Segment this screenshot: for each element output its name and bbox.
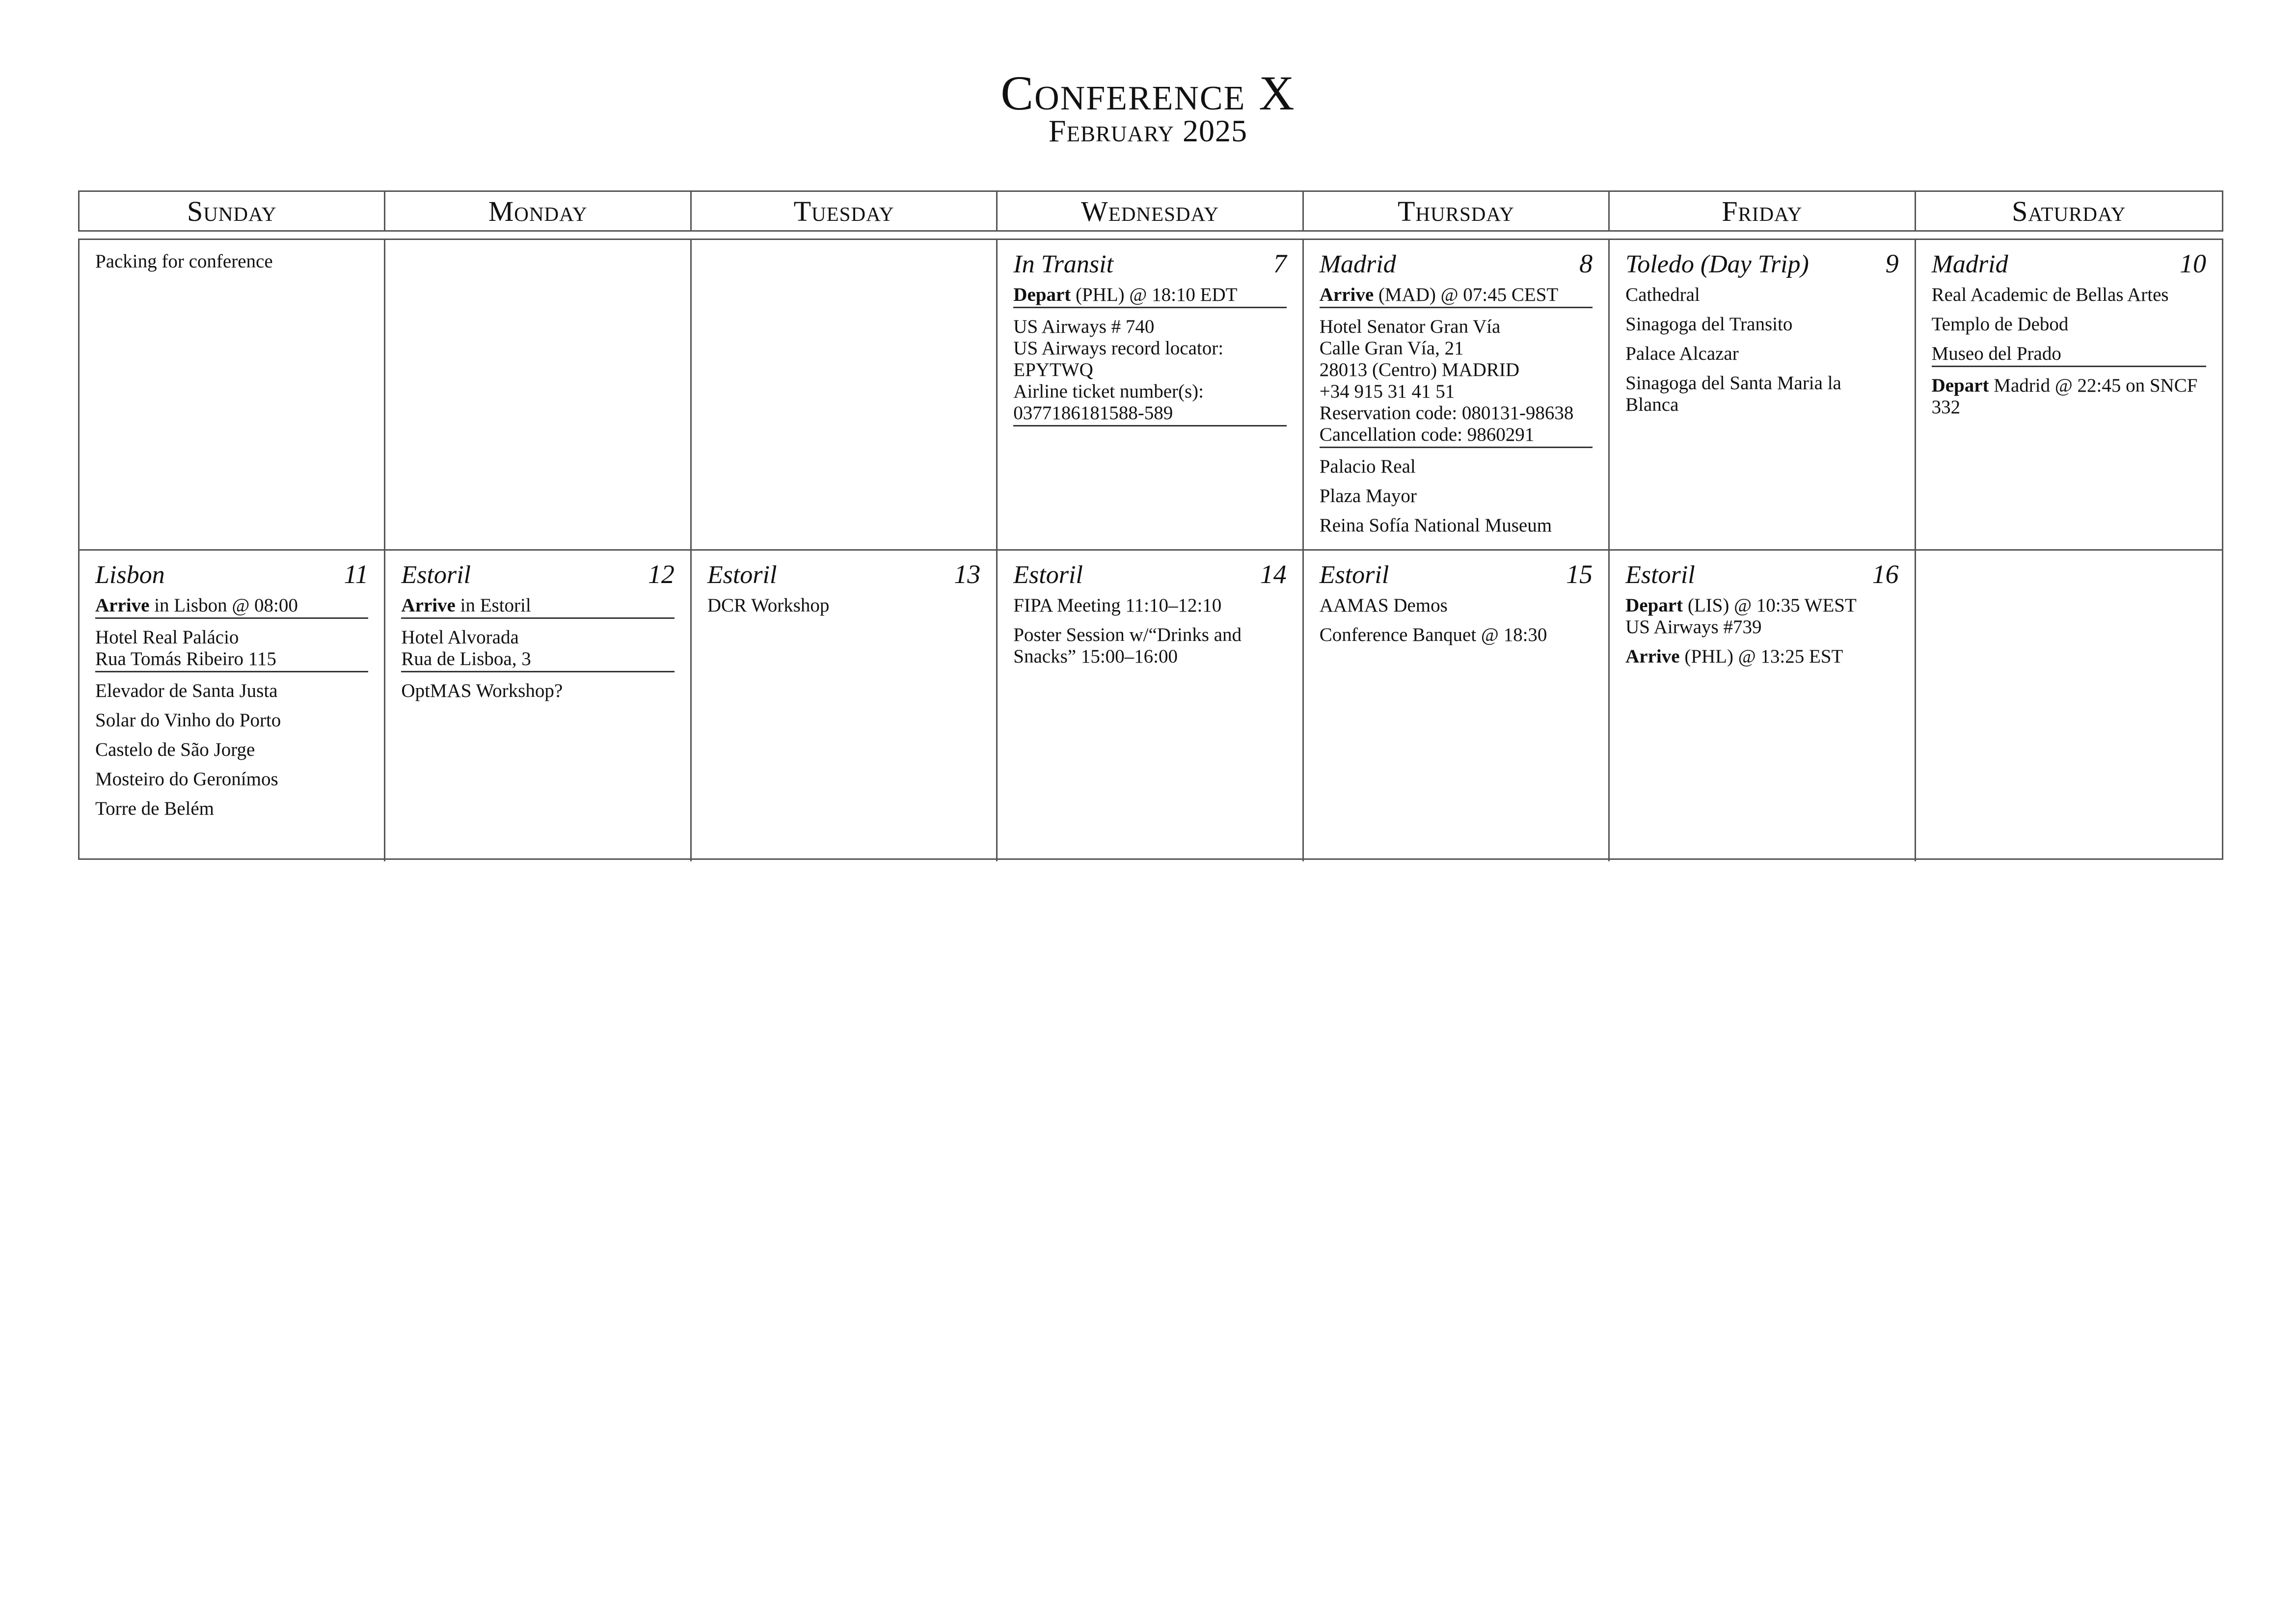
cell-location: Estoril (1013, 561, 1083, 589)
event-entry: Palacio Real (1319, 456, 1416, 477)
day-cell-week2-saturday (1916, 551, 2222, 861)
day-cell-11 (80, 551, 385, 861)
event-label: Arrive (1625, 646, 1680, 667)
day-number: 11 (344, 559, 369, 589)
event-entry: Mosteiro do Geronímos (95, 769, 278, 790)
day-cell-9 (1610, 240, 1916, 551)
cell-location: Estoril (1625, 561, 1695, 589)
event-line: 28013 (Centro) MADRID (1319, 359, 1519, 380)
event-label: Arrive (1319, 284, 1374, 305)
day-cell-15 (1304, 551, 1610, 861)
cell-location: Estoril (1319, 561, 1389, 589)
event-line: 0377186181588-589 (1013, 402, 1173, 424)
event-line: Cancellation code: 9860291 (1319, 424, 1535, 445)
event-entry: Reina Sofía National Museum (1319, 515, 1552, 536)
event-entry (401, 595, 674, 619)
event-entry: Palace Alcazar (1625, 343, 1739, 364)
event-entry: Elevador de Santa Justa (95, 680, 278, 701)
cell-location: Estoril (707, 561, 777, 589)
event-text: (LIS) @ 10:35 WEST (1683, 595, 1857, 616)
calendar-grid (78, 239, 2223, 860)
cell-location: In Transit (1013, 250, 1114, 278)
day-cell-13 (692, 551, 998, 861)
event-entry: Solar do Vinho do Porto (95, 710, 281, 731)
cell-header (1625, 559, 1898, 591)
day-number: 13 (954, 559, 981, 589)
cell-header (1625, 248, 1898, 280)
event-entry: Real Academic de Bellas Artes (1931, 284, 2169, 305)
day-cell-week1-sunday (80, 240, 385, 551)
event-entry: AAMAS Demos (1319, 595, 1448, 616)
event-line: Hotel Alvorada (401, 627, 519, 648)
calendar-month: February 2025 (1048, 113, 1248, 148)
event-line: Rua de Lisboa, 3 (401, 648, 531, 669)
event-entry (95, 627, 368, 672)
event-entry (1320, 284, 1593, 308)
event-entry (1013, 316, 1286, 426)
event-line: +34 915 31 41 51 (1319, 381, 1455, 402)
event-entry (95, 595, 368, 619)
day-cell-14 (998, 551, 1303, 861)
day-number: 16 (1872, 559, 1899, 589)
event-entry (1625, 646, 1898, 667)
event-label: Depart (1013, 284, 1071, 305)
event-entry: Templo de Debod (1931, 314, 2069, 335)
event-text: Madrid @ 22:45 on SNCF 332 (1931, 375, 2198, 418)
weekday-monday: Monday (385, 192, 691, 230)
day-cell-7 (998, 240, 1303, 551)
weekday-thursday: Thursday (1304, 192, 1610, 230)
day-number: 14 (1260, 559, 1287, 589)
event-text: in Estoril (455, 595, 531, 616)
event-entry (1932, 375, 2206, 418)
event-entry: Sinagoga del Santa Maria la Blanca (1625, 372, 1841, 415)
day-cell-12 (385, 551, 691, 861)
event-entry (401, 627, 674, 672)
cell-header (95, 559, 368, 591)
cell-header (707, 559, 980, 591)
cell-location: Estoril (401, 561, 471, 589)
cell-header (401, 559, 674, 591)
event-line: US Airways # 740 (1013, 316, 1155, 337)
event-text: (PHL) @ 13:25 EST (1679, 646, 1843, 667)
event-entry: FIPA Meeting 11:10–12:10 (1013, 595, 1222, 616)
event-entry: Conference Banquet @ 18:30 (1319, 624, 1547, 645)
event-entry (1625, 595, 1898, 638)
cell-header (1013, 559, 1286, 591)
event-entry: Poster Session w/“Drinks and Snacks” 15:00–16:00 (1013, 624, 1242, 667)
event-line: Hotel Real Palácio (95, 627, 239, 648)
event-label: Depart (1931, 375, 1989, 396)
event-line: Rua Tomás Ribeiro 115 (95, 648, 276, 669)
event-label: Depart (1625, 595, 1683, 616)
event-label: Arrive (95, 595, 150, 616)
weekday-header-row (78, 190, 2223, 232)
event-entry: Cathedral (1625, 284, 1700, 305)
day-number: 12 (648, 559, 675, 589)
cell-header (1013, 248, 1286, 280)
cell-header (1932, 248, 2206, 280)
event-entry: Torre de Belém (95, 798, 214, 819)
event-entry: Sinagoga del Transito (1625, 314, 1793, 335)
weekday-saturday: Saturday (2012, 195, 2126, 227)
event-line: US Airways record locator: (1013, 338, 1224, 359)
cell-note: Packing for conference (95, 251, 273, 272)
cell-header (1320, 559, 1593, 591)
event-line: Calle Gran Vía, 21 (1319, 338, 1464, 359)
cell-location: Toledo (Day Trip) (1625, 250, 1809, 278)
event-line: Airline ticket number(s): (1013, 381, 1204, 402)
day-number: 15 (1566, 559, 1593, 589)
weekday-wednesday: Wednesday (998, 192, 1303, 230)
event-entry: Castelo de São Jorge (95, 739, 255, 760)
event-entry: Museo del Prado (1932, 343, 2206, 367)
weekday-tuesday: Tuesday (692, 192, 998, 230)
event-entry (1013, 284, 1286, 308)
cell-header (1320, 248, 1593, 280)
event-entry: OptMAS Workshop? (401, 680, 563, 701)
event-text: (PHL) @ 18:10 EDT (1071, 284, 1238, 305)
event-line: EPYTWQ (1013, 359, 1093, 380)
event-label: Arrive (401, 595, 456, 616)
cell-location: Madrid (1319, 250, 1396, 278)
event-entry: Plaza Mayor (1319, 485, 1417, 506)
event-line: US Airways #739 (1625, 616, 1762, 638)
event-text: (MAD) @ 07:45 CEST (1374, 284, 1559, 305)
day-number: 10 (2180, 249, 2206, 278)
day-cell-8 (1304, 240, 1610, 551)
day-number: 9 (1885, 249, 1899, 278)
cell-location: Lisbon (95, 561, 165, 589)
calendar-title: Conference X (1000, 66, 1296, 120)
weekday-friday: Friday (1610, 192, 1916, 230)
weekday-sunday: Sunday (80, 192, 385, 230)
event-entry (1320, 316, 1593, 448)
event-entry: DCR Workshop (707, 595, 830, 616)
cell-location: Madrid (1931, 250, 2008, 278)
event-line: Reservation code: 080131-98638 (1319, 402, 1574, 424)
day-cell-10 (1916, 240, 2222, 551)
event-text: in Lisbon @ 08:00 (149, 595, 298, 616)
event-line: Hotel Senator Gran Vía (1319, 316, 1501, 337)
day-cell-week1-tuesday (692, 240, 998, 551)
day-cell-week1-monday (385, 240, 691, 551)
day-cell-16 (1610, 551, 1916, 861)
day-number: 7 (1273, 249, 1287, 278)
day-number: 8 (1579, 249, 1593, 278)
